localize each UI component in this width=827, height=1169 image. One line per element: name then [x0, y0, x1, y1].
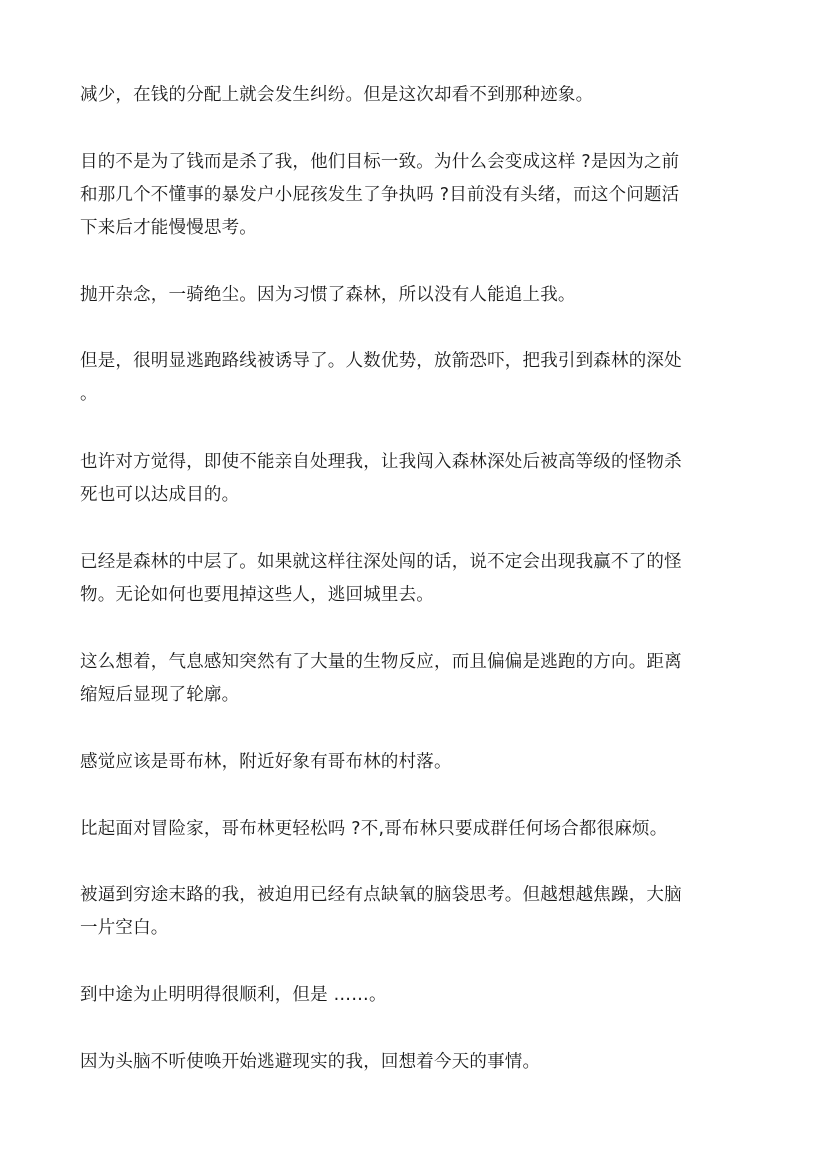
paragraph-2: 目的不是为了钱而是杀了我，他们目标一致。为什么会变成这样 ?是因为之前 和那几个不懂事的暴发户小屁孩发生了争执吗 ?目前没有头绪，而这个问题活 下来后才能慢慢思考。: [80, 152, 680, 238]
paragraph-3: 抛开杂念，一骑绝尘。因为习惯了森林，所以没有人能追上我。: [80, 285, 576, 305]
paragraph-10: 被逼到穷途末路的我，被迫用已经有点缺氧的脑袋思考。但越想越焦躁，大脑 一片空白。: [80, 885, 682, 938]
paragraph-8: 感觉应该是哥布林，附近好象有哥布林的村落。: [80, 752, 452, 772]
paragraph-4: 但是，很明显逃跑路线被诱导了。人数优势，放箭恐吓，把我引到森林的深处 。: [80, 351, 682, 404]
paragraph-11: 到中途为止明明得很顺利，但是 ……。: [80, 985, 387, 1005]
paragraph-5: 也许对方觉得，即使不能亲自处理我，让我闯入森林深处后被高等级的怪物杀 死也可以达成目的。: [80, 452, 682, 505]
paragraph-1: 减少，在钱的分配上就会发生纠纷。但是这次却看不到那种迹象。: [80, 85, 594, 105]
paragraph-6: 已经是森林的中层了。如果就这样往深处闯的话，说不定会出现我赢不了的怪 物。无论如何也要甩掉这些人，逃回城里去。: [80, 552, 682, 605]
paragraph-9: 比起面对冒险家，哥布林更轻松吗 ?不,哥布林只要成群任何场合都很麻烦。: [80, 819, 668, 839]
paragraph-12: 因为头脑不听使唤开始逃避现实的我，回想着今天的事情。: [80, 1052, 541, 1072]
paragraph-7: 这么想着，气息感知突然有了大量的生物反应，而且偏偏是逃跑的方向。距离 缩短后显现了轮廓。: [80, 652, 682, 705]
